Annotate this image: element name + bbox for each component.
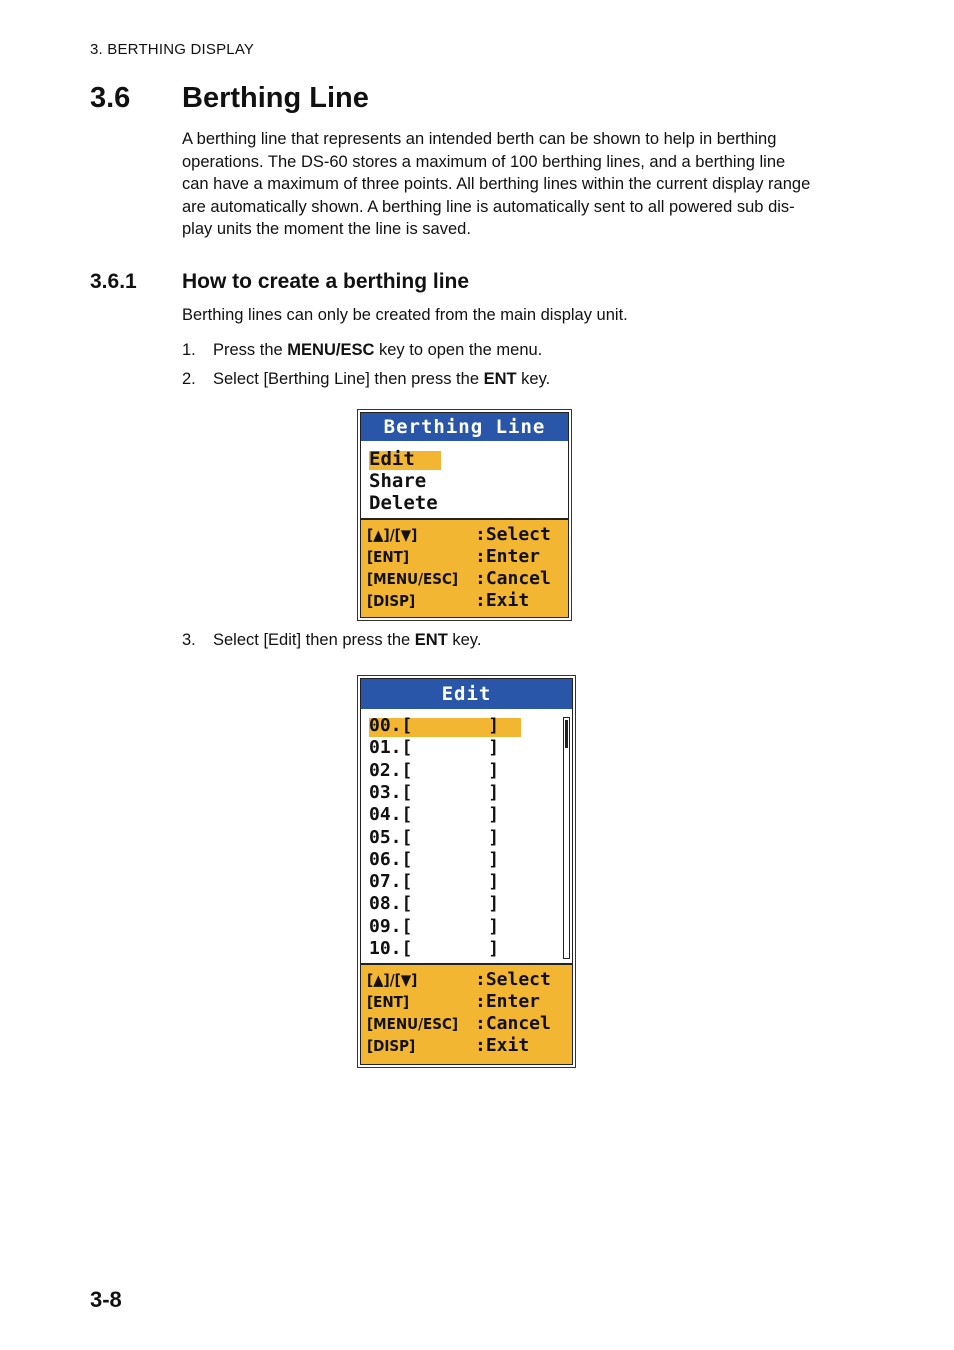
step-text [213, 341, 542, 360]
subsection-title: How to create a berthing line [182, 270, 470, 293]
scrollbar-thumb[interactable] [565, 720, 568, 748]
step-number: 3. [182, 631, 196, 649]
menu-item-edit[interactable]: Edit [369, 448, 415, 470]
paragraph-line: are automatically shown. A berthing line is automatically sent to all powered sub dis- [182, 197, 795, 216]
berthing-line-slot[interactable]: 01.[ ] [369, 737, 500, 759]
footer-key: [DISP] [367, 592, 416, 610]
berthing-line-slot[interactable]: 08.[ ] [369, 893, 500, 915]
footer-key: [ENT] [367, 993, 410, 1011]
menu-footer [361, 963, 572, 1064]
berthing-line-slot[interactable]: 03.[ ] [369, 781, 500, 803]
step-text-post: key to open the menu. [374, 341, 543, 359]
footer-key: [DISP] [367, 1037, 416, 1055]
footer-key: [ENT] [367, 548, 410, 566]
step-text [213, 631, 481, 650]
footer-key: [▲]/[▼] [367, 971, 418, 989]
step-text-post: key. [447, 631, 482, 649]
menu-title: Edit [361, 679, 572, 709]
footer-desc: :Enter [475, 546, 541, 567]
berthing-line-slot[interactable]: 07.[ ] [369, 871, 500, 893]
footer-desc: :Cancel [475, 1013, 551, 1034]
step-number: 2. [182, 370, 196, 388]
page-number: 3-8 [90, 1287, 122, 1312]
menu-item-delete[interactable]: Delete [369, 492, 438, 514]
footer-desc: :Enter [475, 991, 541, 1012]
menu-title: Berthing Line [361, 413, 568, 441]
edit-menu [357, 675, 576, 1068]
subsection-intro: Berthing lines can only be created from the main display unit. [182, 306, 628, 324]
footer-key: [MENU/ESC] [367, 570, 459, 588]
paragraph-line: operations. The DS-60 stores a maximum of 100 berthing lines, and a berthing line [182, 152, 786, 171]
running-head: 3. BERTHING DISPLAY [90, 41, 255, 58]
section-number: 3.6 [90, 82, 131, 114]
footer-desc: :Select [475, 969, 551, 990]
step-text-post: key. [516, 370, 551, 388]
berthing-line-slot[interactable]: 04.[ ] [369, 804, 500, 826]
footer-key: [MENU/ESC] [367, 1015, 459, 1033]
footer-desc: :Exit [475, 1035, 530, 1056]
berthing-line-slot[interactable]: 02.[ ] [369, 759, 500, 781]
section-title: Berthing Line [182, 82, 369, 114]
step-key: MENU/ESC [287, 341, 375, 359]
step-text-pre: Select [Berthing Line] then press the [213, 370, 484, 388]
paragraph-line: play units the moment the line is saved. [182, 220, 471, 238]
step-key: ENT [483, 370, 517, 388]
scrollbar[interactable] [563, 717, 570, 959]
berthing-line-slot[interactable]: 09.[ ] [369, 915, 500, 937]
berthing-line-slot[interactable]: 05.[ ] [369, 826, 500, 848]
berthing-line-slot[interactable]: 10.[ ] [369, 938, 500, 959]
footer-desc: :Cancel [475, 568, 551, 589]
step-text-pre: Select [Edit] then press the [213, 631, 415, 649]
footer-desc: :Exit [475, 590, 530, 611]
footer-desc: :Select [475, 524, 551, 545]
menu-item-share[interactable]: Share [369, 470, 427, 492]
subsection-number: 3.6.1 [90, 270, 137, 293]
berthing-line-slot[interactable]: 00.[ ] [369, 715, 500, 736]
paragraph-line: can have a maximum of three points. All berthing lines within the current display range [182, 175, 811, 193]
menu-footer [361, 518, 568, 617]
paragraph-line: A berthing line that represents an intended berth can be shown to help in berthing [182, 130, 777, 148]
berthing-line-slot[interactable]: 06.[ ] [369, 848, 500, 870]
section-paragraph [182, 128, 842, 241]
berthing-line-menu [357, 409, 572, 621]
step-text [213, 370, 550, 389]
step-number: 1. [182, 341, 196, 359]
step-text-pre: Press the [213, 341, 288, 359]
step-key: ENT [414, 631, 448, 649]
footer-key: [▲]/[▼] [367, 526, 418, 544]
